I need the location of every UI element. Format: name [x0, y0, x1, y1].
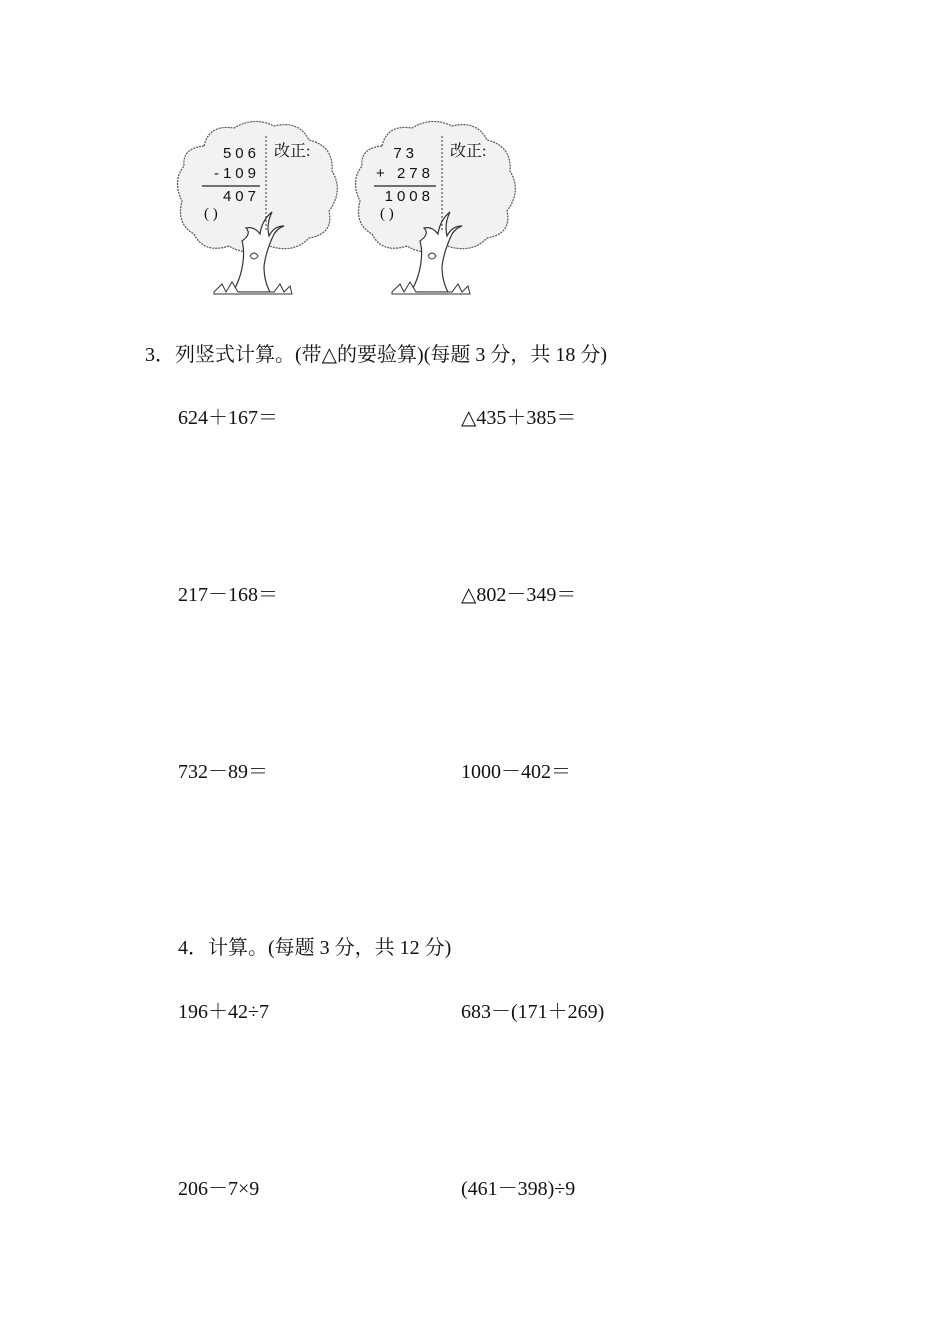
problem-4-2: 683－(171＋269) [461, 1001, 605, 1023]
tree-correction-label: 改正: [450, 143, 487, 160]
tree-top-number: 73 [393, 145, 418, 162]
tree-top-number: 506 [222, 145, 260, 162]
problem-3-2: △435＋385＝ [461, 407, 577, 429]
problem-3-6: 1000－402＝ [461, 761, 571, 783]
problem-3-4: △802－349＝ [461, 584, 577, 606]
problem-4-3: 206－7×9 [178, 1178, 260, 1200]
tree-figure-1 [174, 116, 344, 300]
problem-4-1: 196＋42÷7 [178, 1001, 269, 1023]
tree-figure-2 [352, 116, 522, 300]
problem-4-4: (461－398)÷9 [461, 1178, 576, 1200]
tree-answer-paren: ( ) [204, 206, 218, 222]
section-4-heading: 4．计算。(每题 3 分，共 12 分) [178, 937, 452, 959]
problem-3-5: 732－89＝ [178, 761, 268, 783]
section-3-heading: 3．列竖式计算。(带△的要验算)(每题 3 分，共 18 分) [145, 344, 608, 366]
tree-correction-label: 改正: [274, 143, 311, 160]
problem-3-3: 217－168＝ [178, 584, 278, 606]
tree-result: 1008 [384, 188, 434, 205]
tree-bottom-number: + 278 [376, 165, 434, 182]
problem-3-1: 624＋167＝ [178, 407, 278, 429]
tree-answer-paren: ( ) [380, 206, 394, 222]
tree-bottom-number: -109 [213, 165, 260, 182]
tree-result: 407 [222, 188, 260, 205]
tree-illustration [352, 116, 522, 300]
tree-illustration [174, 116, 344, 300]
